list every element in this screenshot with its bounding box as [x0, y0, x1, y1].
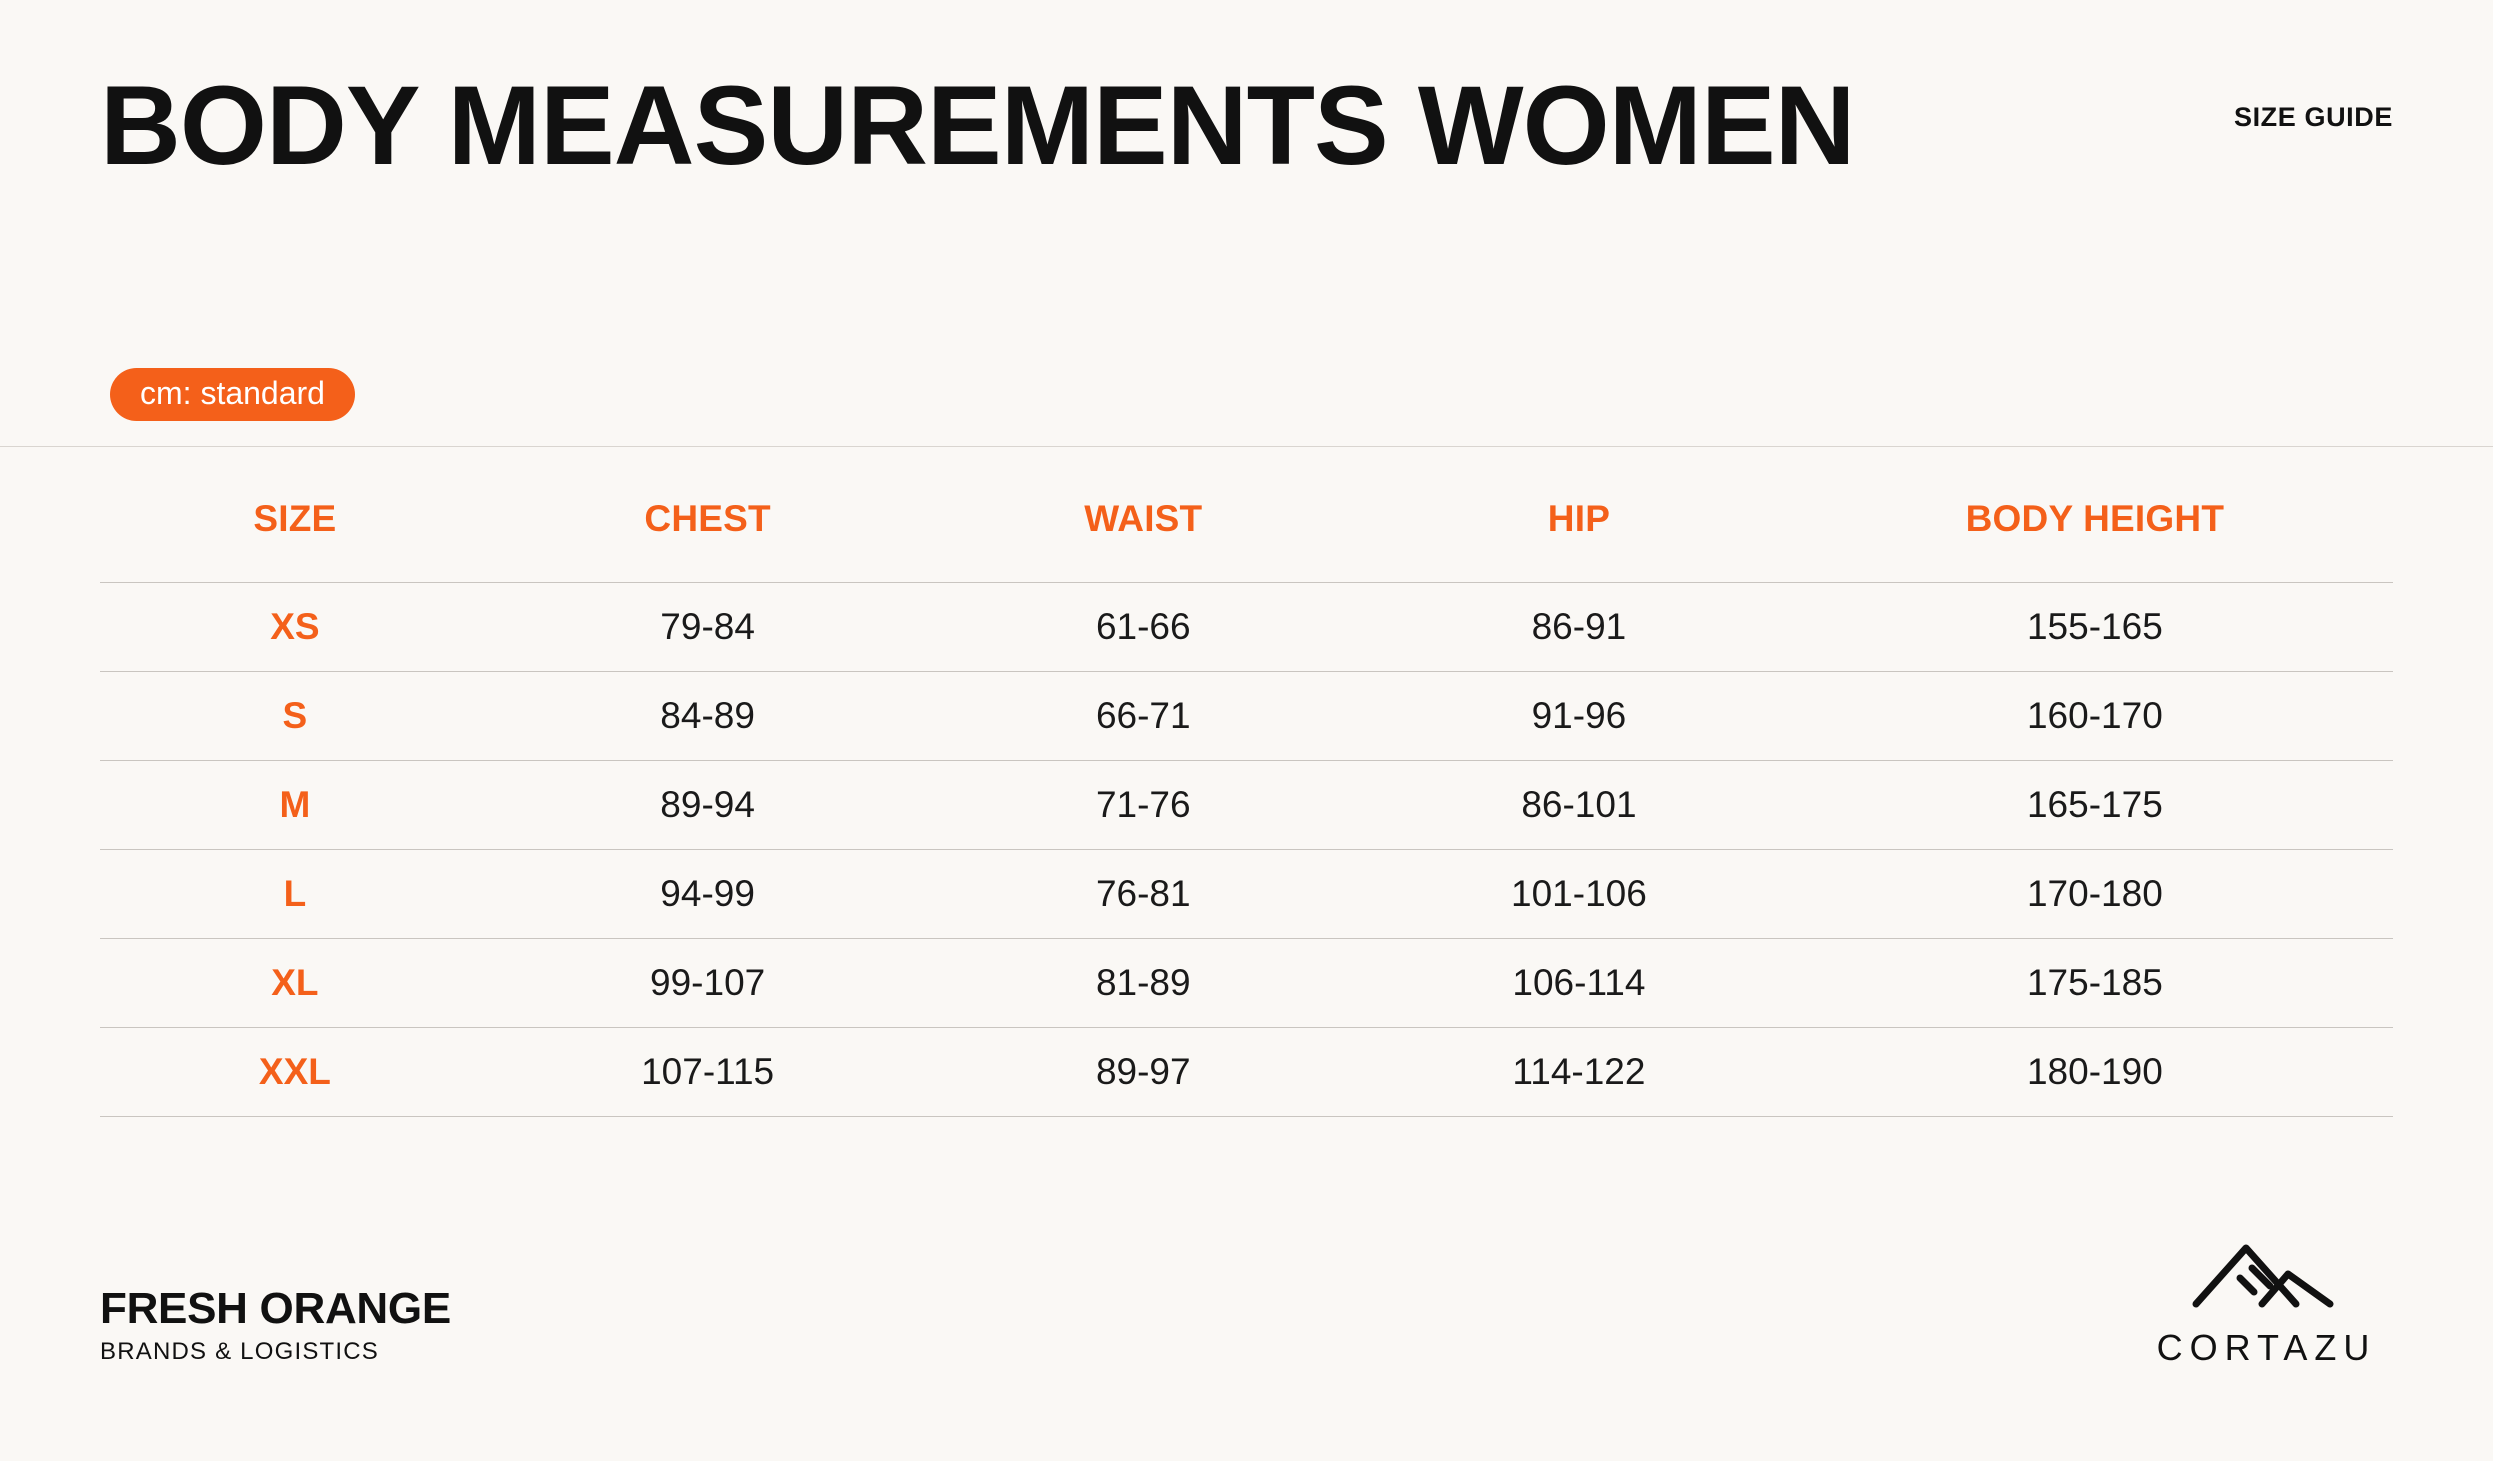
header-divider — [0, 446, 2493, 447]
table-row — [100, 939, 2393, 1028]
brand-name: FRESH ORANGE — [100, 1283, 451, 1333]
size-guide-label: SIZE GUIDE — [2233, 102, 2393, 132]
cell-chest: 84-89 — [660, 695, 755, 736]
page-header — [100, 60, 2393, 220]
cell-waist: 61-66 — [1095, 606, 1191, 647]
cell-waist: 71-76 — [1095, 784, 1191, 825]
cell-height: 160-170 — [2026, 695, 2163, 736]
unit-toggle-button[interactable]: cm: standard — [110, 368, 355, 421]
cell-waist: 66-71 — [1095, 695, 1191, 736]
measurements-table-container — [100, 470, 2393, 1117]
cell-waist: 89-97 — [1095, 1051, 1191, 1092]
cell-chest: 107-115 — [641, 1051, 775, 1092]
cell-size: M — [279, 784, 311, 825]
cell-height: 180-190 — [2026, 1051, 2163, 1092]
column-header-hip: HIP — [1547, 498, 1611, 539]
cell-chest: 79-84 — [660, 606, 755, 647]
column-header-waist: WAIST — [1084, 498, 1203, 539]
table-row — [100, 583, 2393, 672]
cell-size: XS — [270, 606, 320, 647]
cell-height: 155-165 — [2026, 606, 2163, 647]
cell-height: 165-175 — [2026, 784, 2163, 825]
cell-size: XXL — [258, 1051, 331, 1092]
cell-size: XL — [271, 962, 319, 1003]
measurements-table — [100, 470, 2393, 1117]
mountain-peaks-icon — [2133, 1234, 2393, 1317]
table-row — [100, 850, 2393, 939]
page-title: BODY MEASUREMENTS WOMEN — [100, 63, 1855, 188]
cell-waist: 81-89 — [1095, 962, 1191, 1003]
table-header — [100, 470, 2393, 583]
column-header-chest: CHEST — [644, 498, 771, 539]
table-row — [100, 672, 2393, 761]
table-body — [100, 583, 2393, 1117]
cell-hip: 91-96 — [1531, 695, 1627, 736]
cell-size: S — [282, 695, 308, 736]
column-header-height: BODY HEIGHT — [1965, 498, 2225, 539]
cell-hip: 101-106 — [1511, 873, 1647, 914]
cell-hip: 106-114 — [1512, 962, 1646, 1003]
cell-height: 175-185 — [2026, 962, 2163, 1003]
cell-chest: 89-94 — [660, 784, 755, 825]
cell-chest: 99-107 — [650, 962, 766, 1003]
cell-height: 170-180 — [2026, 873, 2163, 914]
cell-hip: 86-91 — [1531, 606, 1627, 647]
logo-wordmark: CORTAZU — [2156, 1327, 2377, 1368]
footer-logo — [2133, 1234, 2393, 1369]
table-header-row — [100, 470, 2393, 583]
footer-brand — [100, 1283, 451, 1366]
table-row — [100, 761, 2393, 850]
cell-chest: 94-99 — [660, 873, 755, 914]
brand-tagline: BRANDS & LOGISTICS — [100, 1338, 379, 1365]
cell-waist: 76-81 — [1095, 873, 1191, 914]
cell-hip: 86-101 — [1521, 784, 1637, 825]
column-header-size: SIZE — [253, 498, 337, 539]
cell-size: L — [283, 873, 307, 914]
table-row — [100, 1028, 2393, 1117]
cell-hip: 114-122 — [1512, 1051, 1646, 1092]
